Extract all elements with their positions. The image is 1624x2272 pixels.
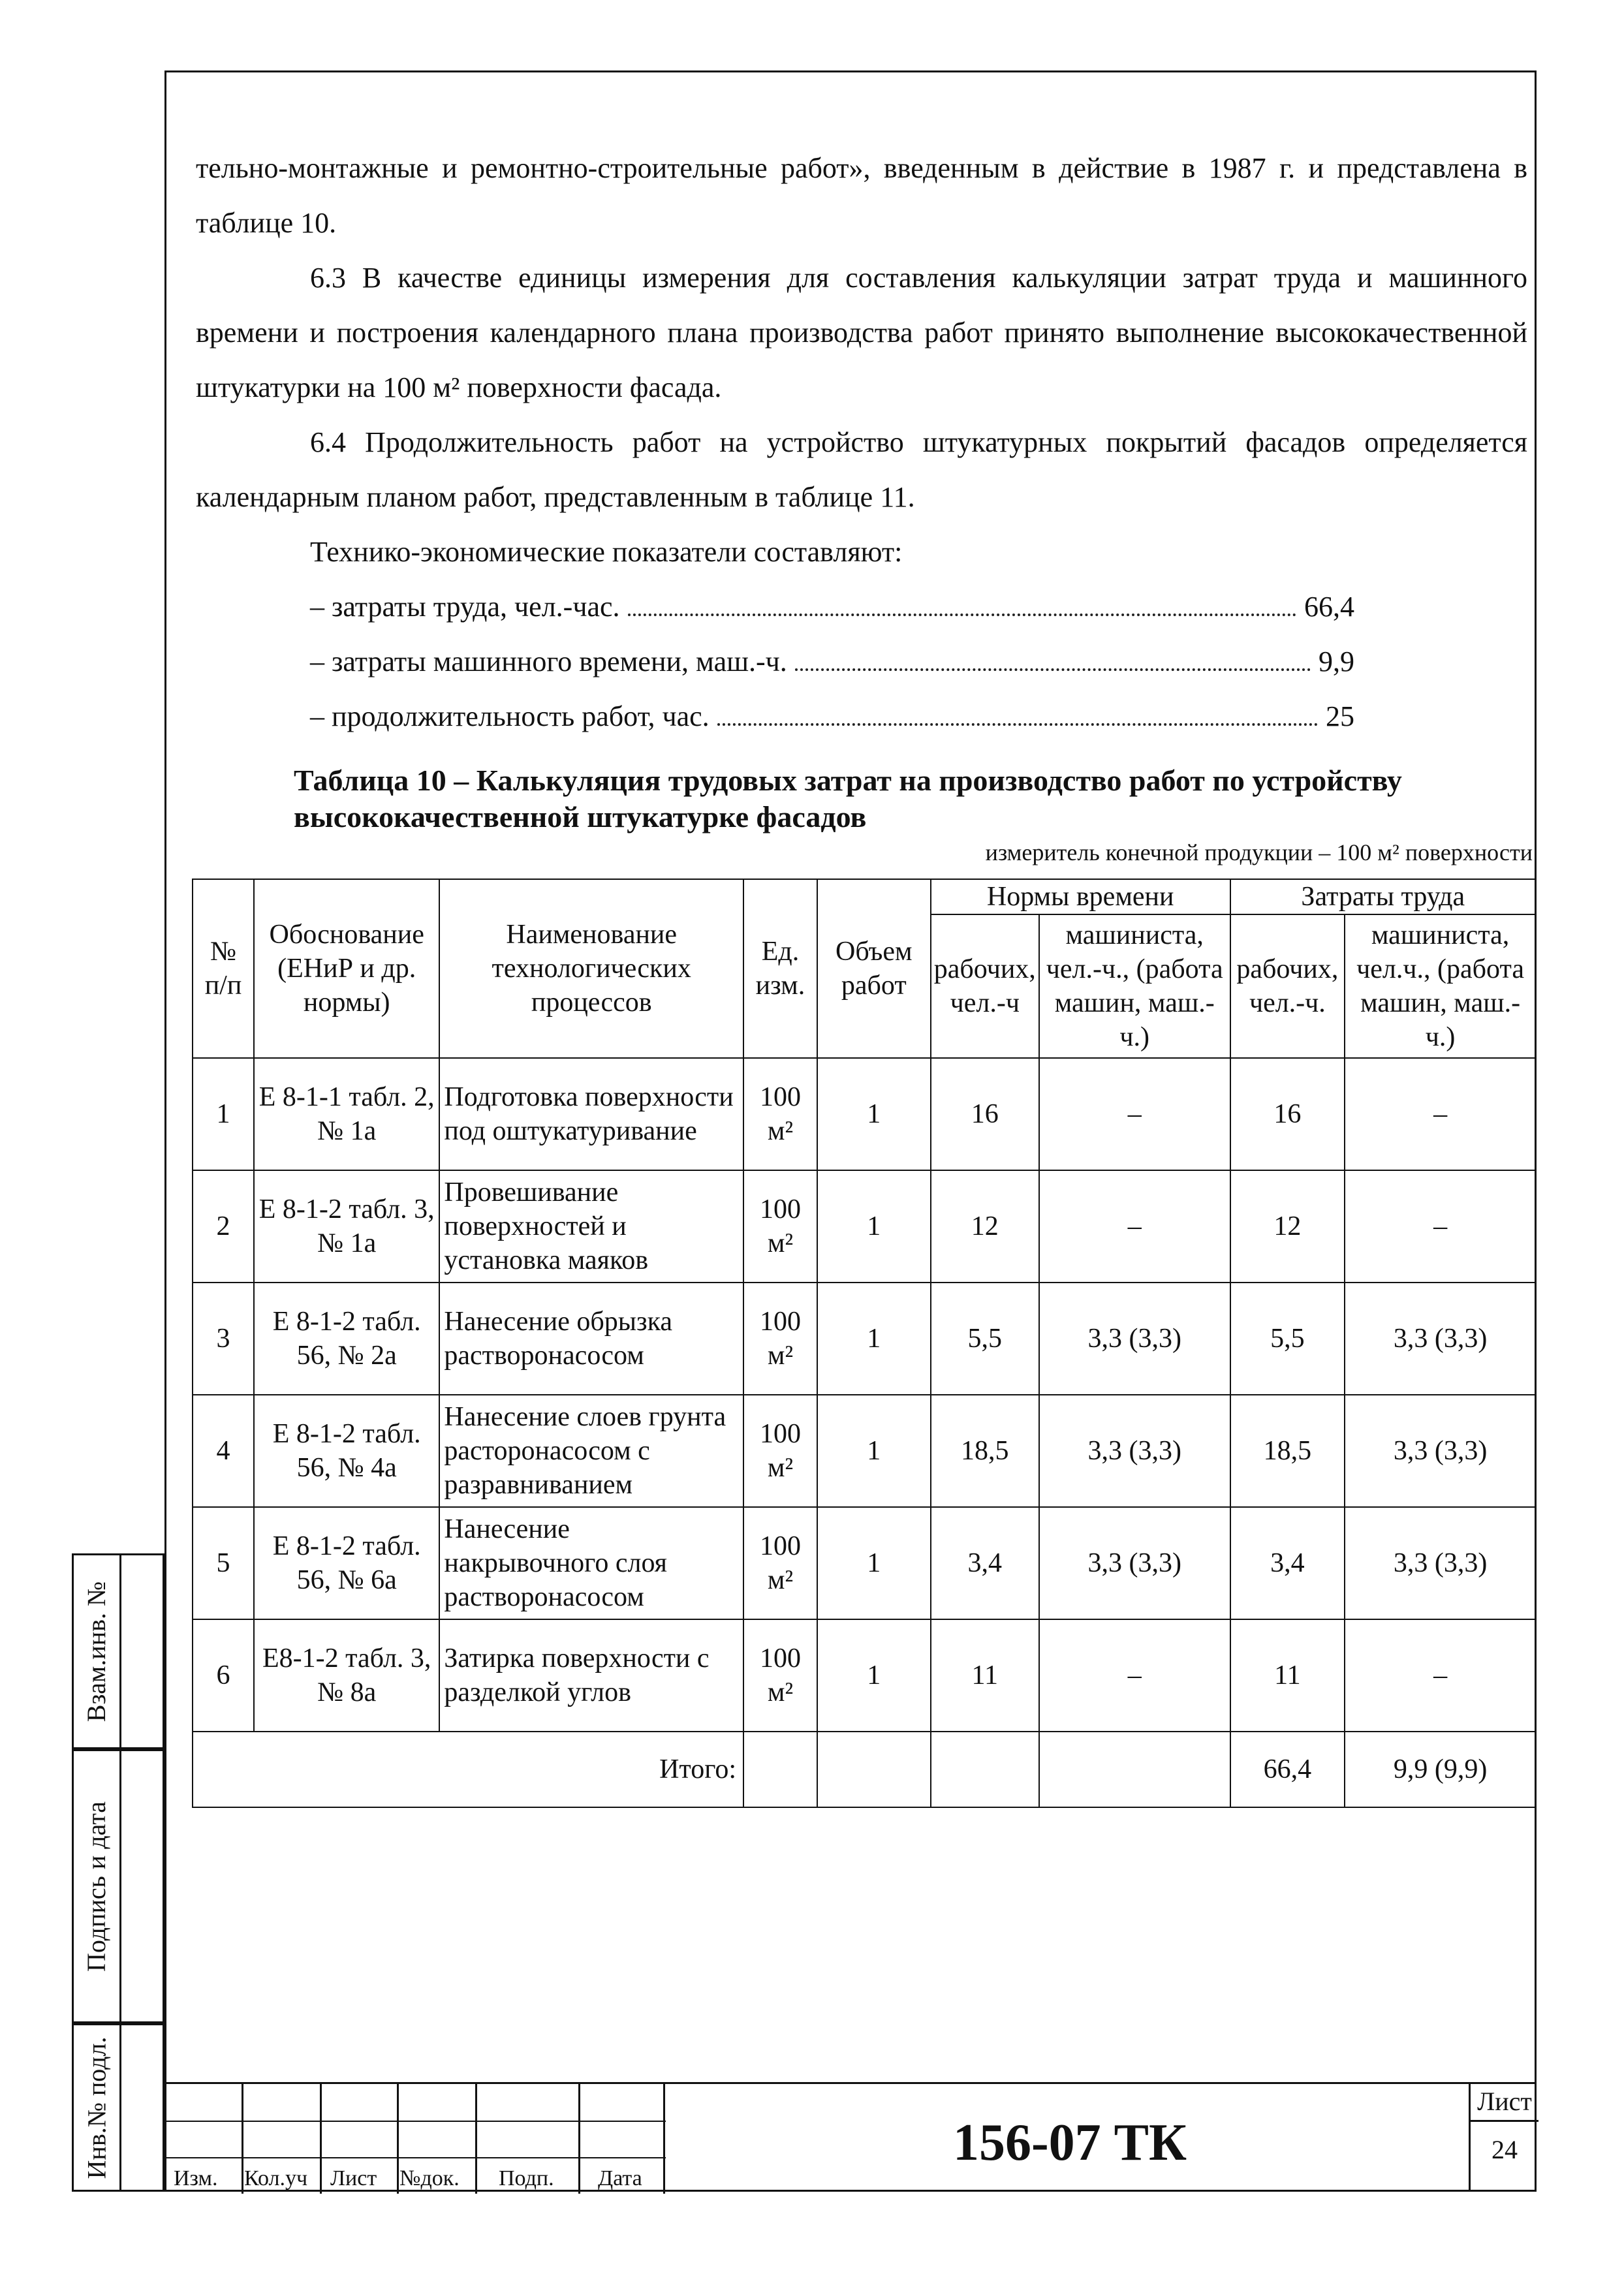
cell-num: 1 <box>193 1058 254 1170</box>
indicator-value: 25 <box>1326 700 1354 732</box>
header-machinists: машиниста, чел.-ч., (работа машин, маш.-ч.) <box>1039 914 1230 1058</box>
header-norms: Нормы времени <box>931 879 1230 914</box>
side-stamp-sign-date <box>72 1749 164 2023</box>
cell-basis: Е 8-1-2 табл. 3, № 1а <box>254 1170 439 1283</box>
cell-unit: 100 м² <box>743 1395 817 1507</box>
sheet-number: 24 <box>1491 2135 1518 2164</box>
cell-unit: 100 м² <box>743 1170 817 1283</box>
header-num: № п/п <box>193 879 254 1058</box>
header-basis: Обоснование (ЕНиР и др. нормы) <box>254 879 439 1058</box>
header-workers-costs: рабочих, чел.-ч. <box>1230 914 1345 1058</box>
cell-cost-workers: 3,4 <box>1230 1507 1345 1619</box>
cell-basis: Е8-1-2 табл. 3, № 8а <box>254 1619 439 1732</box>
cell-basis: Е 8-1-2 табл. 56, № 4а <box>254 1395 439 1507</box>
indicator-row <box>196 580 1527 634</box>
cell-name: Нанесение слоев грунта расторонасосом с разравниванием <box>439 1395 743 1507</box>
total-workers: 66,4 <box>1230 1732 1345 1807</box>
table-row <box>193 1507 1536 1619</box>
cell-name: Провешивание поверхностей и установка маяков <box>439 1170 743 1283</box>
cell-volume: 1 <box>817 1619 931 1732</box>
table-row <box>193 1170 1536 1283</box>
cell-name: Затирка поверхности с разделкой углов <box>439 1619 743 1732</box>
stamp-header: Лист <box>330 2166 377 2190</box>
cell-num: 3 <box>193 1283 254 1395</box>
cell-cost-workers: 18,5 <box>1230 1395 1345 1507</box>
indicator-label: – продолжительность работ, час. <box>310 700 710 732</box>
unit-note: измеритель конечной продукции – 100 м² поверхности <box>985 839 1533 865</box>
cell-num: 5 <box>193 1507 254 1619</box>
indicator-label: – затраты машинного времени, маш.-ч. <box>310 646 787 677</box>
cell-basis: Е 8-1-2 табл. 56, № 6а <box>254 1507 439 1619</box>
table-row <box>193 1619 1536 1732</box>
cell-norm-machinists: 3,3 (3,3) <box>1039 1283 1230 1395</box>
cell-cost-machinists: 3,3 (3,3) <box>1345 1283 1536 1395</box>
table-row <box>193 1395 1536 1507</box>
cell-norm-workers: 5,5 <box>931 1283 1039 1395</box>
header-machinists-costs: машиниста, чел.ч., (работа машин, маш.-ч.) <box>1345 914 1536 1058</box>
cell-num: 6 <box>193 1619 254 1732</box>
sign-date-label: Подпись и дата <box>82 1801 112 1972</box>
indicator-row <box>196 689 1527 744</box>
cell-volume: 1 <box>817 1283 931 1395</box>
title-block <box>164 2082 1537 2194</box>
cell-volume: 1 <box>817 1395 931 1507</box>
stamp-header: Дата <box>598 2166 642 2190</box>
cell-cost-machinists: 3,3 (3,3) <box>1345 1395 1536 1507</box>
cell-unit: 100 м² <box>743 1283 817 1395</box>
document-code: 156-07 ТК <box>953 2114 1187 2171</box>
cell-norm-workers: 12 <box>931 1170 1039 1283</box>
cell-norm-workers: 3,4 <box>931 1507 1039 1619</box>
indicator-label: – затраты труда, чел.-час. <box>310 591 620 623</box>
calculation-table <box>192 879 1537 1808</box>
cell-norm-machinists: 3,3 (3,3) <box>1039 1507 1230 1619</box>
body-text <box>196 141 1527 744</box>
cell-unit: 100 м² <box>743 1507 817 1619</box>
total-machinists: 9,9 (9,9) <box>1345 1732 1536 1807</box>
paragraph-2: 6.3 В качестве единицы измерения для составления калькуляции затрат труда и машинного времени и построения календарного плана производства работ принято выполнение высококачественной штукатурки на 100 м² поверхности фасада. <box>196 262 1527 403</box>
cell-norm-machinists: – <box>1039 1170 1230 1283</box>
header-workers: рабочих, чел.-ч <box>931 914 1039 1058</box>
stamp-header: Подп. <box>499 2166 554 2190</box>
cell-norm-workers: 16 <box>931 1058 1039 1170</box>
header-volume: Объем работ <box>817 879 931 1058</box>
total-row <box>193 1732 1536 1807</box>
cell-cost-machinists: – <box>1345 1058 1536 1170</box>
side-stamp-inv-zam <box>72 1553 164 1749</box>
table-row <box>193 1283 1536 1395</box>
cell-norm-workers: 11 <box>931 1619 1039 1732</box>
indicator-value: 66,4 <box>1304 591 1354 623</box>
cell-volume: 1 <box>817 1058 931 1170</box>
sheet-label: Лист <box>1471 2086 1538 2122</box>
cell-name: Подготовка поверхности под оштукатуривание <box>439 1058 743 1170</box>
cell-cost-workers: 12 <box>1230 1170 1345 1283</box>
cell-name: Нанесение накрывочного слоя растворонасосом <box>439 1507 743 1619</box>
cell-norm-machinists: – <box>1039 1619 1230 1732</box>
indicator-value: 9,9 <box>1319 646 1354 677</box>
cell-cost-workers: 11 <box>1230 1619 1345 1732</box>
inv-zam-label: Взам.инв. № <box>82 1581 112 1722</box>
cell-cost-machinists: – <box>1345 1170 1536 1283</box>
cell-norm-machinists: 3,3 (3,3) <box>1039 1395 1230 1507</box>
table-row <box>193 1058 1536 1170</box>
cell-num: 2 <box>193 1170 254 1283</box>
paragraph-1: тельно-монтажные и ремонтно-строительные работ», введенным в действие в 1987 г. и представлена в таблице 10. <box>196 152 1527 239</box>
cell-name: Нанесение обрызка растворонасосом <box>439 1283 743 1395</box>
cell-cost-workers: 16 <box>1230 1058 1345 1170</box>
total-label: Итого: <box>193 1732 743 1807</box>
header-name: Наименование технологических процессов <box>439 879 743 1058</box>
stamp-header: Кол.уч <box>244 2166 308 2190</box>
stamp-header: №док. <box>399 2166 460 2190</box>
side-stamp-inv-podl <box>72 2023 164 2192</box>
cell-volume: 1 <box>817 1170 931 1283</box>
inv-podl-label: Инв.№ подл. <box>82 2036 112 2179</box>
cell-cost-machinists: – <box>1345 1619 1536 1732</box>
paragraph-3: 6.4 Продолжительность работ на устройство штукатурных покрытий фасадов определяется календарным планом работ, представленным в таблице 11. <box>196 426 1527 513</box>
stamp-header: Изм. <box>174 2166 218 2190</box>
cell-basis: Е 8-1-2 табл. 56, № 2а <box>254 1283 439 1395</box>
cell-unit: 100 м² <box>743 1619 817 1732</box>
cell-norm-workers: 18,5 <box>931 1395 1039 1507</box>
indicator-row <box>196 634 1527 689</box>
cell-num: 4 <box>193 1395 254 1507</box>
cell-basis: Е 8-1-1 табл. 2, № 1а <box>254 1058 439 1170</box>
sheet-box <box>1469 2082 1538 2192</box>
cell-cost-workers: 5,5 <box>1230 1283 1345 1395</box>
cell-norm-machinists: – <box>1039 1058 1230 1170</box>
indicators-title: Технико-экономические показатели составляют: <box>310 536 903 568</box>
header-unit: Ед. изм. <box>743 879 817 1058</box>
header-costs: Затраты труда <box>1230 879 1536 914</box>
cell-cost-machinists: 3,3 (3,3) <box>1345 1507 1536 1619</box>
cell-unit: 100 м² <box>743 1058 817 1170</box>
table-caption: Таблица 10 – Калькуляция трудовых затрат на производство работ по устройству высококачественной штукатурке фасадов <box>294 764 1402 833</box>
cell-volume: 1 <box>817 1507 931 1619</box>
